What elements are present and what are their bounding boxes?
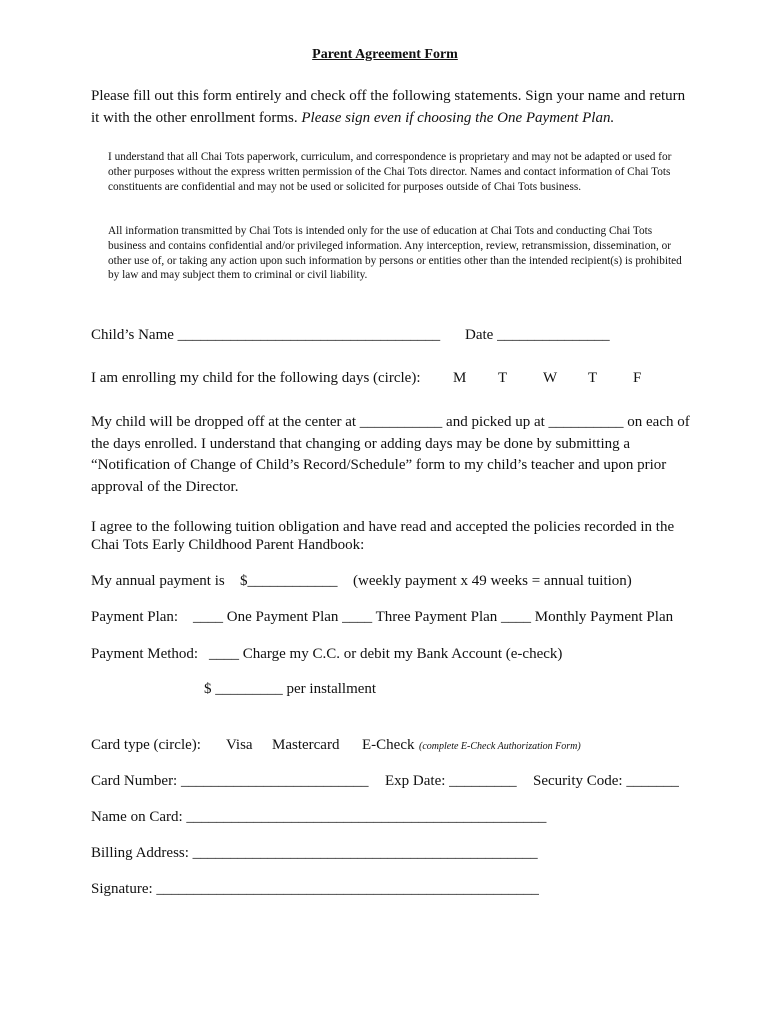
billing-address-field[interactable]: Billing Address: ______________________________________________: [91, 845, 538, 861]
day-wednesday[interactable]: W: [543, 370, 558, 386]
installment-field[interactable]: $ _________ per installment: [204, 681, 377, 697]
intro-paragraph: [91, 86, 691, 129]
form-title: Parent Agreement Form: [312, 47, 458, 62]
transmission-notice: All information transmitted by Chai Tots is intended only for the use of education at Chai Tots and conducting Chai Tots business and contains confidential and/or privileged information. Any interception, review, retransmission, dissemination, or other use of, or taking any action upon such information by persons or entities other than the intended recipient(s) is prohibited by law and may subject them to criminal or civil liability.: [108, 225, 682, 282]
signature-field[interactable]: Signature: ___________________________________________________: [91, 881, 539, 897]
day-tuesday[interactable]: T: [498, 370, 508, 386]
intro-text: Please fill out this form entirely and check off the following statements. Sign your name and return it with the other enrollment forms.: [91, 88, 686, 126]
days-label: I am enrolling my child for the following days (circle):: [91, 370, 421, 386]
child-name-field[interactable]: Child’s Name ___________________________________: [91, 327, 441, 343]
tuition-paragraph: I agree to the following tuition obligation and have read and accepted the policies recorded in the Chai Tots Early Childhood Parent Handbook:: [91, 519, 675, 553]
card-type-mastercard[interactable]: Mastercard: [272, 737, 340, 753]
day-thursday[interactable]: T: [588, 370, 598, 386]
security-code-field[interactable]: Security Code: _______: [533, 773, 679, 789]
payment-method-label: Payment Method:: [91, 646, 199, 662]
intro-italic-note: Please sign even if choosing the One Payment Plan.: [301, 109, 615, 126]
payment-plan-label: Payment Plan:: [91, 609, 179, 625]
annual-payment-label: My annual payment is: [91, 573, 225, 589]
payment-method-option[interactable]: ____ Charge my C.C. or debit my Bank Account (e-check): [209, 646, 563, 662]
annual-payment-field[interactable]: $____________: [240, 573, 338, 589]
day-monday[interactable]: M: [453, 370, 467, 386]
card-type-visa[interactable]: Visa: [226, 737, 253, 753]
name-on-card-field[interactable]: Name on Card: ________________________________________________: [91, 809, 547, 825]
day-friday[interactable]: F: [633, 370, 642, 386]
payment-plan-options[interactable]: ____ One Payment Plan ____ Three Payment Plan ____ Monthly Payment Plan: [193, 609, 674, 625]
dropoff-paragraph: My child will be dropped off at the center at ___________ and picked up at __________ on each of the days enrolled. I understand that changing or adding days may be done by submitting a “Notification of Change of Child’s Record/Schedule” form to my child’s teacher and upon prior approval of the Director.: [91, 414, 690, 495]
annual-payment-note: (weekly payment x 49 weeks = annual tuition): [353, 573, 632, 589]
card-type-label: Card type (circle):: [91, 737, 201, 753]
confidentiality-notice: I understand that all Chai Tots paperwork, curriculum, and correspondence is proprietary and may not be adapted or used for other purposes without the express written permission of the Chai Tots director. Names and contact information of Chai Tots constituents are confidential and may not be used or solicited for purposes outside of Chai Tots business.: [108, 151, 672, 193]
exp-date-field[interactable]: Exp Date: _________: [385, 773, 517, 789]
card-type-echeck[interactable]: E-Check: [362, 737, 415, 753]
date-field[interactable]: Date _______________: [465, 327, 610, 343]
card-number-field[interactable]: Card Number: _________________________: [91, 773, 369, 789]
echeck-note: (complete E-Check Authorization Form): [419, 741, 581, 752]
